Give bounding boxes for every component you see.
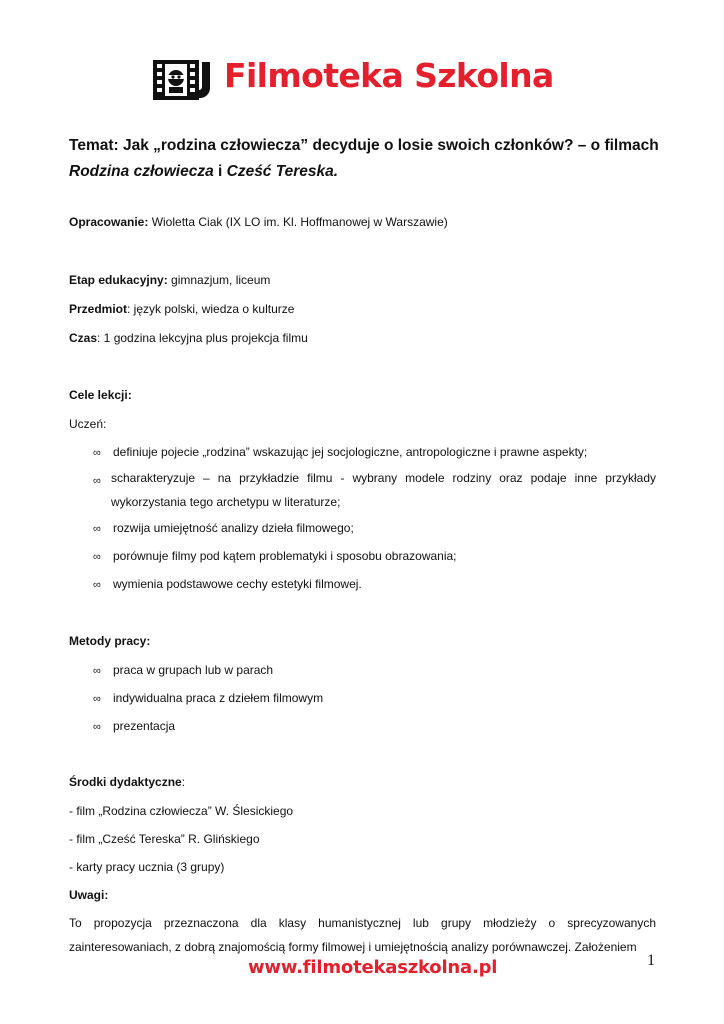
goals-heading: Cele lekcji: [69, 388, 132, 402]
goals-intro: Uczeń: [69, 417, 107, 431]
infinity-bullet-icon: ∞ [93, 475, 101, 487]
stage-label: Etap edukacyjny: [69, 273, 168, 287]
infinity-bullet-icon: ∞ [93, 665, 101, 677]
stage-value: gimnazjum, liceum [167, 273, 271, 287]
resources-heading: Środki dydaktyczne [69, 775, 182, 789]
film-title-2: Cześć Tereska. [226, 163, 339, 180]
goal-item: ∞ definiuje pojecie „rodzina” wskazując jej socjologiczne, antropologiczne i prawne aspekty; [93, 445, 588, 459]
film-title-1: Rodzina człowiecza [69, 163, 214, 180]
author-value: Wioletta Ciak (IX LO im. Kl. Hoffmanowej w Warszawie) [148, 215, 448, 229]
resource-item: - film „Cześć Tereska” R. Glińskiego [69, 832, 260, 846]
notes-paragraph: To propozycja przeznaczona dla klasy humanistycznej lub grupy młodzieży o sprecyzowanych zainteresowaniach, z dobrą znajomością formy filmowej i umiejętnością analizy porównawczej. Założeniem [69, 916, 656, 954]
lesson-title-line-2 [69, 162, 338, 182]
time-line [69, 330, 308, 346]
footer-website-link[interactable]: www.filmotekaszkolna.pl [248, 957, 498, 978]
method-item: ∞ prezentacja [93, 719, 176, 733]
method-item: ∞ praca w grupach lub w parach [93, 663, 274, 677]
infinity-bullet-icon: ∞ [93, 523, 101, 535]
lesson-title-line-1: Temat: Jak „rodzina człowiecza” decyduje o losie swoich członków? – o filmach [69, 137, 659, 154]
subject-line [69, 301, 294, 317]
infinity-bullet-icon: ∞ [93, 579, 101, 591]
logo-wordmark: Filmoteka Szkolna [224, 56, 554, 95]
infinity-bullet-icon: ∞ [93, 447, 101, 459]
title-connector: i [213, 163, 227, 180]
resource-item: - film „Rodzina człowiecza” W. Ślesickiego [69, 804, 294, 818]
goal-item: ∞ wymienia podstawowe cechy estetyki filmowej. [93, 577, 362, 591]
stage-line [69, 272, 270, 288]
goal-item-text: scharakteryzuje – na przykładzie filmu - wybrany modele rodziny oraz podaje inne przykłady wykorzystania tego archetypu w literaturze; [111, 471, 656, 509]
resources-heading-line: Środki dydaktyczne: [69, 775, 186, 789]
infinity-bullet-icon: ∞ [93, 721, 101, 733]
subject-label: Przedmiot [69, 302, 128, 316]
author-line [69, 214, 448, 230]
subject-value: : język polski, wiedza o kulturze [127, 302, 295, 316]
infinity-bullet-icon: ∞ [93, 551, 101, 563]
infinity-bullet-icon: ∞ [93, 693, 101, 705]
goal-item: ∞ porównuje filmy pod kątem problematyki i sposobu obrazowania; [93, 549, 457, 563]
filmoteka-logo [150, 56, 570, 104]
goal-item: ∞ rozwija umiejętność analizy dzieła filmowego; [93, 521, 354, 535]
goal-item [93, 472, 113, 489]
time-label: Czas [69, 331, 98, 345]
page-number: 1 [647, 952, 655, 969]
time-value: : 1 godzina lekcyjna plus projekcja filmu [97, 331, 308, 345]
author-label: Opracowanie: [69, 215, 149, 229]
film-camera-icon [152, 58, 216, 102]
resource-item: - karty pracy ucznia (3 grupy) [69, 860, 225, 874]
method-item: ∞ indywidualna praca z dziełem filmowym [93, 691, 324, 705]
methods-heading: Metody pracy: [69, 634, 151, 648]
notes-heading: Uwagi: [69, 888, 109, 902]
